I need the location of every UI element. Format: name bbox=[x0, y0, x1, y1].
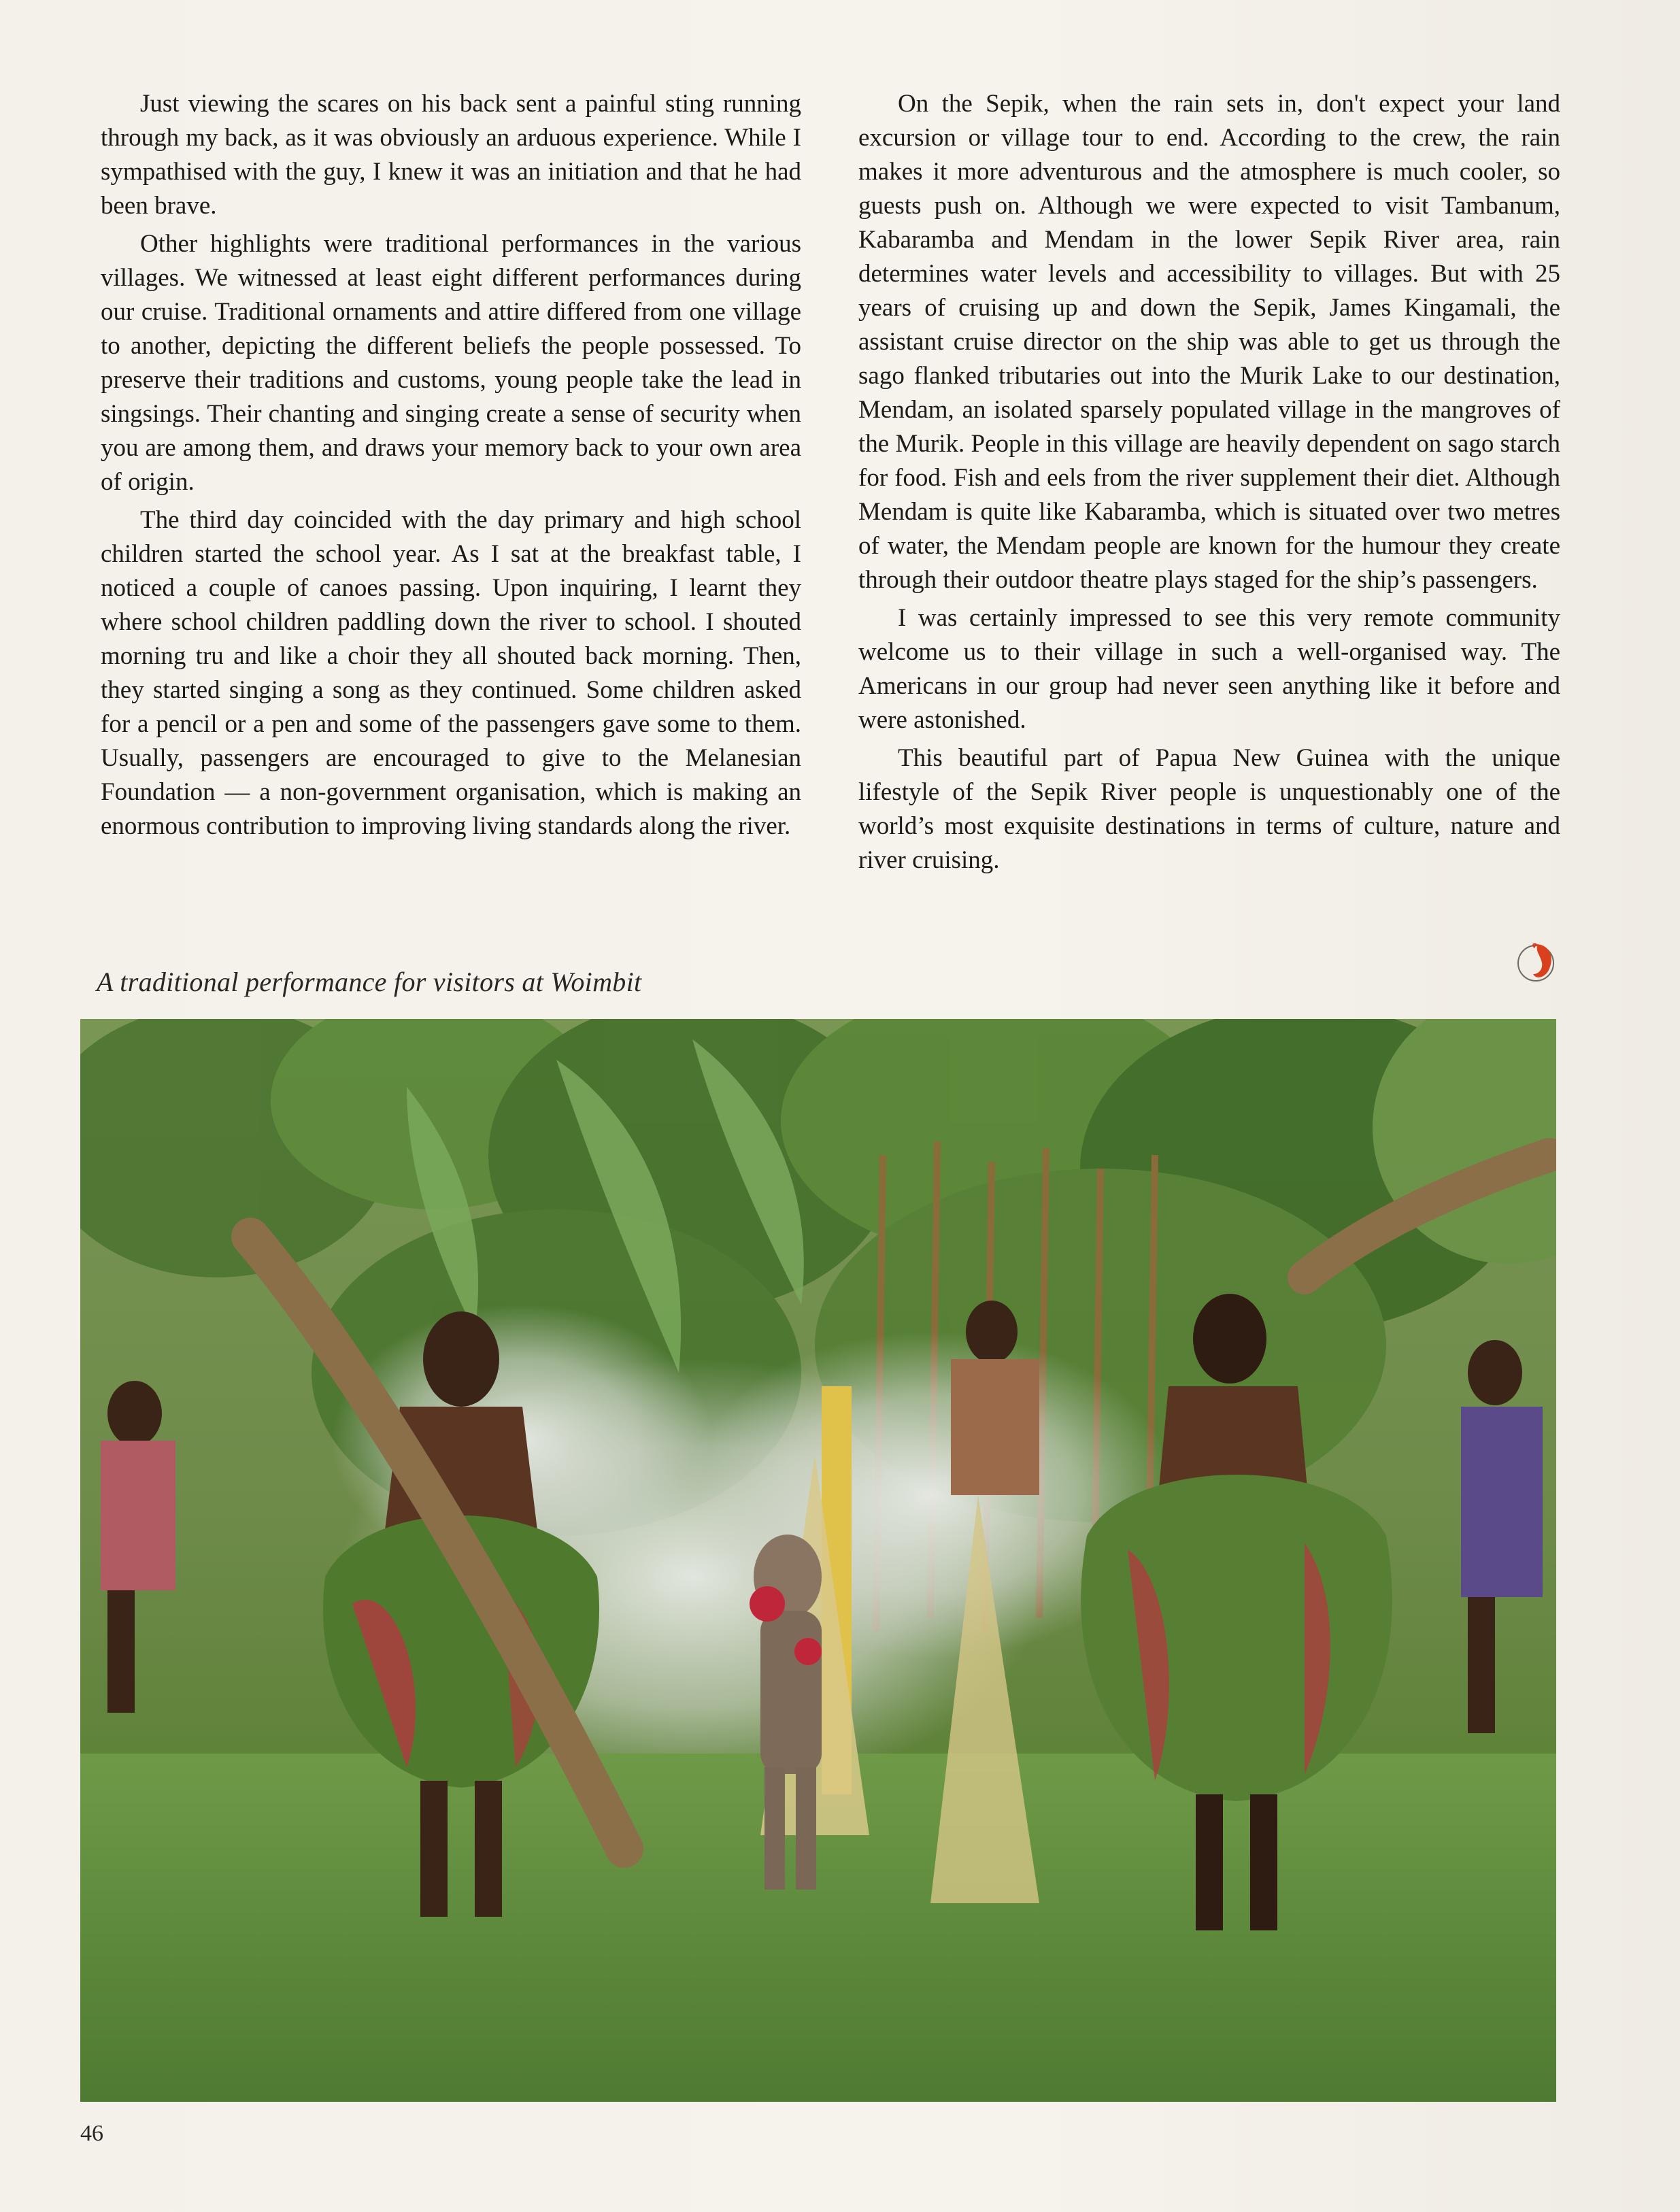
left-paragraph-2: Other highlights were traditional performances in the various villages. We witnessed at least eight different performances during our cruise. Traditional ornaments and attire differed from one village to another, depicting the different beliefs the people possessed. To preserve their traditions and customs, young people take the lead in singsings. Their chanting and singing create a sense of security when you are among them, and draws your memory back to your own area of origin. bbox=[101, 230, 801, 496]
photo-caption: A traditional performance for visitors at Woimbit bbox=[97, 967, 642, 997]
left-paragraph-3: The third day coincided with the day primary and high school children started the school year. As I sat at the breakfast table, I noticed a couple of canoes passing. Upon inquiring, I learnt they where school children paddling down the river to school. I shouted morning tru and like a choir they all shouted back morning. Then, they started singing a song as they continued. Some children asked for a pencil or a pen and some of the passengers gave some to them. Usually, passengers are encouraged to give to the Melanesian Foundation — a non-government organisation, which is making an enormous contribution to improving living standards along the river. bbox=[101, 506, 801, 840]
page-number: 46 bbox=[80, 2121, 103, 2146]
bird-of-paradise-logo-icon bbox=[1510, 933, 1564, 988]
left-text-column bbox=[101, 87, 801, 848]
left-paragraph-1: Just viewing the scares on his back sent a painful sting running through my back, as it was obviously an arduous experience. While I sympathised with the guy, I knew it was an initiation and that he had been brave. bbox=[101, 90, 801, 220]
traditional-performance-photo bbox=[80, 1019, 1556, 2102]
right-paragraph-2: I was certainly impressed to see this very remote community welcome us to their village in such a well-organised way. The Americans in our group had never seen anything like it before and were astonished. bbox=[858, 604, 1560, 734]
right-paragraph-3: This beautiful part of Papua New Guinea with the unique lifestyle of the Sepik River people is unquestionably one of the world’s most exquisite destinations in terms of culture, nature and river cruising. bbox=[858, 744, 1560, 874]
right-paragraph-1: On the Sepik, when the rain sets in, don't expect your land excursion or village tour to end. According to the crew, the rain makes it more adventurous and the atmosphere is much cooler, so guests push on. Although we were expected to visit Tambanum, Kabaramba and Mendam in the lower Sepik River area, rain determines water levels and accessibility to villages. But with 25 years of cruising up and down the Sepik, James Kingamali, the assistant cruise director on the ship was able to get us through the sago flanked tributaries out into the Murik Lake to our destination, Mendam, an isolated sparsely populated village in the mangroves of the Murik. People in this village are heavily dependent on sago starch for food. Fish and eels from the river supplement their diet. Although Mendam is quite like Kabaramba, which is situated over two metres of water, the Mendam people are known for the humour they create through their outdoor theatre plays staged for the ship’s passengers. bbox=[858, 90, 1560, 594]
photo-illustration bbox=[80, 1019, 1556, 2102]
right-text-column bbox=[858, 87, 1560, 882]
